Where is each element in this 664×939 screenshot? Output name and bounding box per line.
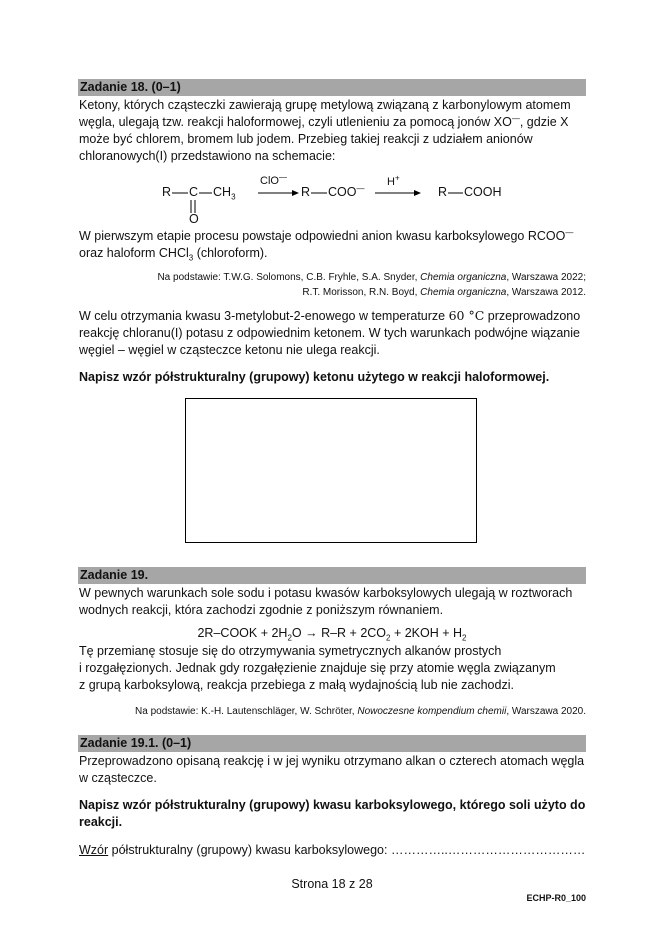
page-number: Strona 18 z 28 [291, 877, 373, 891]
answer-label: półstrukturalny (grupowy) kwasu karboksylowego: [108, 843, 391, 857]
after-line: W pierwszym etapie procesu powstaje odpowiedni anion kwasu karboksylowego RCOO— [79, 227, 574, 243]
intro-line: w cząsteczce. [79, 771, 157, 785]
scheme-reagent-clo: ClO— [260, 172, 287, 187]
task19-source: Na podstawie: K.-H. Lautenschläger, W. Schröter, Nowoczesne kompendium chemii, Warszawa 2020. [135, 706, 586, 717]
task18-intro [79, 97, 589, 165]
task19-equation: 2R–COOK + $2H_2O \to R-R + 2CO_2 + 2KOH + H_2$ [197, 626, 467, 643]
task18-header: Zadanie 18. (0–1) [78, 79, 586, 96]
task18-para2 [79, 307, 589, 359]
instruction-line: Napisz wzór półstrukturalny (grupowy) kwasu karboksylowego, którego soli użyto do [79, 798, 586, 812]
answer-label-underlined: Wzór [79, 843, 109, 857]
para-line: Tę przemianę stosuje się do otrzymywania symetrycznych alkanów prostych [79, 644, 502, 658]
task18-instruction: Napisz wzór półstrukturalny (grupowy) ketonu użytego w reakcji haloformowej. [79, 370, 550, 384]
task18-source [66, 270, 586, 300]
after-line: oraz haloform CHCl$_3$ (chloroform). [79, 246, 268, 263]
intro-line: W pewnych warunkach sole sodu i potasu kwasów karboksylowych ulegają w roztworach [79, 586, 573, 600]
para-line: W celu otrzymania kwasu 3-metylobut-2-enowego w temperaturze 60 °C przeprowadzono [79, 308, 581, 323]
task19-1-instruction [79, 797, 589, 831]
scheme-r2: R [301, 185, 311, 199]
source-line: R.T. Morisson, R.N. Boyd, Chemia organiczna, Warszawa 2012. [302, 287, 586, 298]
para-line: i rozgałęzionych. Jednak gdy rozgałęzienie znajduje się przy atomie węgla związanym [79, 661, 556, 675]
reaction-scheme [150, 172, 530, 227]
task19-intro [79, 585, 589, 619]
exam-code: ECHP-R0_100 [526, 893, 586, 903]
task19-1-answer-line[interactable] [79, 842, 589, 859]
scheme-ch3: $CH_3$ [213, 185, 236, 202]
scheme-cooh: COOH [464, 185, 502, 199]
task19-para2 [79, 643, 589, 694]
task19-header: Zadanie 19. [78, 567, 586, 584]
intro-line: wodnych reakcji, która zachodzi zgodnie z poniższym równaniem. [79, 603, 444, 617]
intro-line: chloranowych(I) przedstawiono na schemacie: [79, 149, 336, 163]
para-line: reakcję chloranu(I) potasu z odpowiednim ketonem. W tych warunkach podwójne wiązanie [79, 326, 580, 340]
intro-line: Przeprowadzono opisaną reakcję i w jej wyniku otrzymano alkan o czterech atomach węgla [79, 754, 585, 768]
answer-box[interactable] [185, 398, 477, 543]
intro-line: Ketony, których cząsteczki zawierają grupę metylową związaną z karbonylowym atomem [79, 98, 571, 112]
scheme-coo: COO— [328, 183, 365, 199]
scheme-reagent-h: H+ [387, 173, 400, 188]
scheme-o: O [189, 212, 199, 226]
scheme-bonds [150, 172, 530, 227]
intro-line: może być chlorem, bromem lub jodem. Przebieg takiej reakcji z udziałem anionów [79, 132, 533, 146]
answer-dots[interactable]: …………..…………………………… [390, 843, 586, 857]
para-line: z grupą karboksylową, reakcja przebiega z małą wydajnością lub nie zachodzi. [79, 678, 514, 692]
source-line: Na podstawie: T.W.G. Solomons, C.B. Fryhle, S.A. Snyder, Chemia organiczna, Warszawa 2022; [157, 272, 586, 283]
para-line: węgiel – węgiel w cząsteczce ketonu nie ulega reakcji. [79, 343, 380, 357]
scheme-r3: R [438, 185, 448, 199]
task19-1-intro [79, 753, 589, 787]
task18-after-scheme [79, 228, 589, 262]
task19-1-header: Zadanie 19.1. (0–1) [78, 735, 586, 752]
instruction-line: reakcji. [79, 815, 123, 829]
scheme-c: C [189, 185, 199, 199]
scheme-r1: R [162, 185, 172, 199]
intro-line: węgla, ulegają tzw. reakcji haloformowej, czyli utlenieniu za pomocą jonów XO—, gdzie X [79, 113, 569, 129]
